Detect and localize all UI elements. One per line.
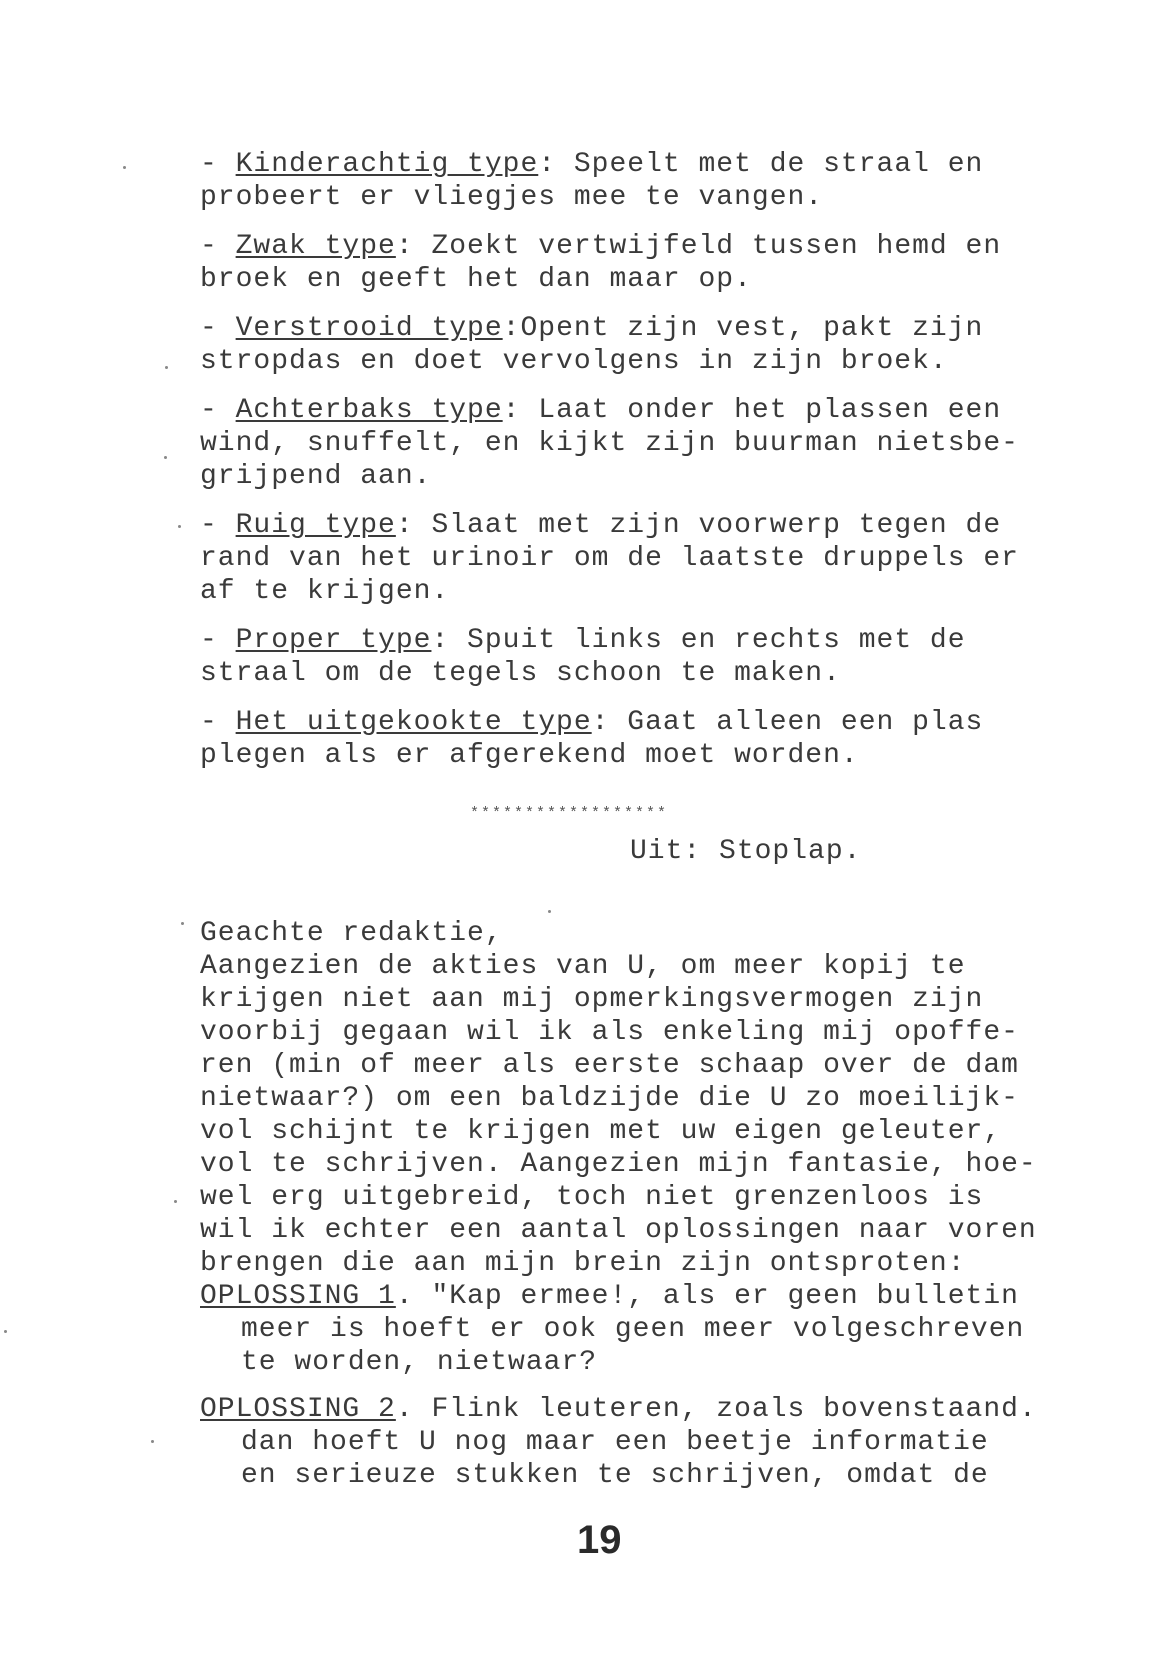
scan-speck — [151, 1440, 154, 1443]
letter-line: vol te schrijven. Aangezien mijn fantasie, hoe- — [200, 1149, 1037, 1180]
letter-line: wel erg uitgebreid, toch niet grenzenloos is — [200, 1182, 984, 1213]
scan-speck — [165, 366, 168, 369]
scan-speck — [4, 1330, 7, 1333]
type-entry: - Het uitgekookte type: Gaat alleen een plas plegen als er afgerekend moet worden. — [200, 707, 984, 771]
scan-speck — [178, 525, 181, 528]
letter-line: krijgen niet aan mij opmerkingsvermogen zijn — [200, 984, 984, 1015]
type-entry: - Ruig type: Slaat met zijn voorwerp tegen de rand van het urinoir om de laatste druppels er af te krijgen. — [200, 510, 1019, 607]
letter-line: vol schijnt te krijgen met uw eigen geleuter, — [200, 1116, 1002, 1147]
solution-label: OPLOSSING 1 — [200, 1281, 396, 1312]
type-label: Kinderachtig type — [235, 149, 539, 180]
type-label: Achterbaks type — [235, 395, 503, 426]
type-label: Verstrooid type — [235, 313, 503, 344]
type-entry: - Verstrooid type:Opent zijn vest, pakt zijn stropdas en doet vervolgens in zijn broek. — [200, 313, 984, 377]
source-credit: Uit: Stoplap. — [630, 836, 862, 867]
type-label: Het uitgekookte type — [235, 707, 592, 738]
separator-stars: ****************** — [470, 805, 669, 822]
letter-line: voorbij gegaan wil ik als enkeling mij opoffe- — [200, 1017, 1019, 1048]
scan-speck — [181, 922, 184, 925]
letter-salutation: Geachte redaktie, — [200, 918, 503, 949]
type-label: Proper type — [235, 625, 432, 656]
type-entry: - Kinderachtig type: Speelt met de straal en probeert er vliegjes mee te vangen. — [200, 149, 984, 213]
solution-label: OPLOSSING 2 — [200, 1394, 396, 1425]
letter-line: wil ik echter een aantal oplossingen naar voren — [200, 1215, 1037, 1246]
letter-line: Aangezien de akties van U, om meer kopij te — [200, 951, 966, 982]
type-entry: - Proper type: Spuit links en rechts met de straal om de tegels schoon te maken. — [200, 625, 966, 689]
letter-line: nietwaar?) om een baldzijde die U zo moeilijk- — [200, 1083, 1019, 1114]
scan-speck — [174, 1200, 177, 1203]
letter-line: ren (min of meer als eerste schaap over de dam — [200, 1050, 1019, 1081]
letter-line: brengen die aan mijn brein zijn ontsproten: — [200, 1248, 966, 1279]
type-label: Zwak type — [235, 231, 396, 262]
letter-to-editors — [200, 917, 1150, 1492]
type-entry: - Zwak type: Zoekt vertwijfeld tussen hemd en broek en geeft het dan maar op. — [200, 231, 1002, 295]
scan-speck — [548, 910, 551, 913]
page-number: 19 — [577, 1518, 622, 1562]
solution-2: OPLOSSING 2. Flink leuteren, zoals bovenstaand. dan hoeft U nog maar een beetje informatie en serieuze stukken te schrijven, omdat de — [200, 1394, 1037, 1491]
solution-1: OPLOSSING 1. "Kap ermee!, als er geen bulletin meer is hoeft er ook geen meer volgeschreven te worden, nietwaar? — [200, 1281, 1025, 1378]
scan-speck — [123, 166, 126, 169]
type-label: Ruig type — [235, 510, 396, 541]
scan-speck — [164, 456, 167, 459]
toilet-types-list — [200, 148, 1140, 788]
type-entry: - Achterbaks type: Laat onder het plassen een wind, snuffelt, en kijkt zijn buurman nietsbe- grijpend aan. — [200, 395, 1019, 492]
